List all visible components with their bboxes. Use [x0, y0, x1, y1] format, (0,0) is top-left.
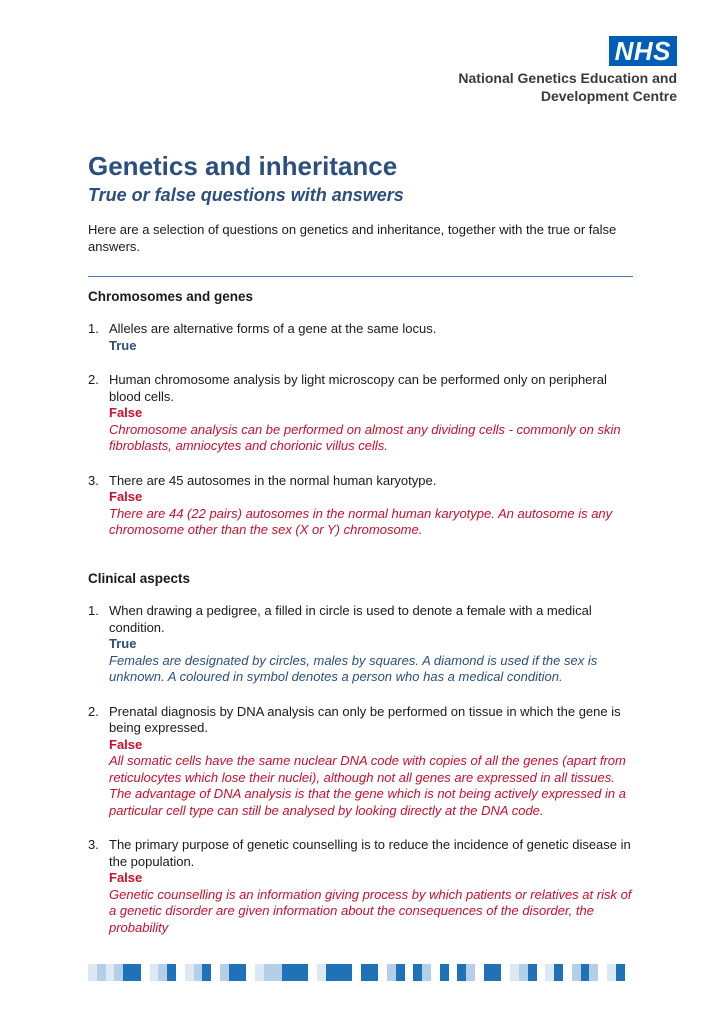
footer-pattern-block	[167, 964, 176, 981]
footer-pattern-block	[150, 964, 159, 981]
footer-pattern-block	[581, 964, 590, 981]
question-list-clinical	[88, 603, 636, 936]
page-title: Genetics and inheritance	[88, 151, 398, 181]
footer-pattern-block	[625, 964, 634, 981]
footer-pattern-block	[211, 964, 220, 981]
question-item	[88, 704, 636, 820]
answer-label: True	[109, 636, 137, 651]
footer-pattern-block	[308, 964, 317, 981]
footer-pattern-block	[220, 964, 229, 981]
footer-pattern-block	[563, 964, 572, 981]
answer-explanation: Genetic counselling is an information giving process by which patients or relatives at risk of a genetic disorder are given information about the consequences of the disorder, the probability	[109, 886, 632, 935]
answer-label: False	[109, 870, 143, 885]
footer-pattern-block	[97, 964, 106, 981]
footer-pattern-block	[457, 964, 466, 981]
footer-pattern-block	[537, 964, 546, 981]
answer-label: False	[109, 736, 143, 752]
org-name-line2: Development Centre	[540, 88, 677, 104]
footer-pattern-block	[123, 964, 132, 981]
question-number: 3.	[88, 837, 99, 852]
footer-pattern-block	[493, 964, 502, 981]
footer-pattern-block	[273, 964, 282, 981]
footer-pattern-block	[132, 964, 141, 981]
footer-pattern-block	[449, 964, 458, 981]
footer-pattern-block	[299, 964, 308, 981]
question-list-chromosomes	[88, 321, 636, 539]
footer-pattern-block	[334, 964, 343, 981]
footer-pattern-block	[554, 964, 563, 981]
question-item	[88, 321, 636, 354]
nhs-mark: NHS	[609, 36, 677, 66]
footer-pattern-block	[475, 964, 484, 981]
question-number: 2.	[88, 372, 99, 387]
footer-pattern-block	[501, 964, 510, 981]
footer-pattern-block	[528, 964, 537, 981]
footer-pattern-block	[361, 964, 370, 981]
nhs-logo	[458, 36, 677, 105]
divider	[88, 276, 633, 277]
footer-pattern-block	[598, 964, 607, 981]
footer-pattern-block	[88, 964, 97, 981]
section-heading-clinical: Clinical aspects	[88, 571, 191, 586]
footer-pattern-block	[440, 964, 449, 981]
question-number: 2.	[88, 703, 99, 719]
footer-pattern-block	[545, 964, 554, 981]
answer-label: False	[109, 405, 143, 420]
section-heading-chromosomes: Chromosomes and genes	[88, 289, 254, 304]
footer-pattern-block	[202, 964, 211, 981]
footer-pattern-block	[246, 964, 255, 981]
footer-pattern-block	[194, 964, 203, 981]
footer-pattern-block	[185, 964, 194, 981]
footer-pattern-bar	[88, 964, 633, 981]
footer-pattern-block	[255, 964, 264, 981]
answer-label: True	[109, 337, 137, 353]
question-text: Human chromosome analysis by light microscopy can be performed only on peripheral blood cells.	[109, 372, 607, 404]
footer-pattern-block	[484, 964, 493, 981]
footer-pattern-block	[378, 964, 387, 981]
intro-paragraph: Here are a selection of questions on genetics and inheritance, together with the true or false answers.	[88, 222, 617, 254]
footer-pattern-block	[413, 964, 422, 981]
footer-pattern-block	[466, 964, 475, 981]
page-subtitle: True or false questions with answers	[88, 185, 404, 205]
footer-pattern-block	[589, 964, 598, 981]
answer-explanation: All somatic cells have the same nuclear DNA code with copies of all the genes (apart from reticulocytes which lose their nuclei), although not all genes are expressed in all tissues. The advantage of DNA analysis is that the gene which is not being actively expressed in a particular cell type can still be analysed by looking directly at the DNA code.	[109, 753, 626, 818]
footer-pattern-block	[317, 964, 326, 981]
footer-pattern-block	[229, 964, 238, 981]
question-number: 1.	[88, 603, 99, 618]
question-item	[88, 372, 636, 455]
footer-pattern-block	[370, 964, 379, 981]
footer-pattern-block	[158, 964, 167, 981]
question-item	[88, 837, 636, 936]
footer-pattern-block	[141, 964, 150, 981]
answer-explanation: Females are designated by circles, males by squares. A diamond is used if the sex is unknown. A coloured in symbol denotes a person who has a medical condition.	[109, 652, 598, 684]
footer-pattern-block	[616, 964, 625, 981]
footer-pattern-block	[282, 964, 291, 981]
footer-pattern-block	[431, 964, 440, 981]
question-item	[88, 603, 636, 686]
footer-pattern-block	[106, 964, 115, 981]
answer-explanation: Chromosome analysis can be performed on almost any dividing cells - commonly on skin fibroblasts, amniocytes and chorionic villus cells.	[109, 421, 621, 453]
footer-pattern-block	[510, 964, 519, 981]
footer-pattern-block	[238, 964, 247, 981]
question-text: The primary purpose of genetic counselling is to reduce the incidence of genetic disease in the population.	[109, 837, 631, 869]
footer-pattern-block	[114, 964, 123, 981]
answer-explanation: There are 44 (22 pairs) autosomes in the normal human karyotype. An autosome is any chromosome other than the sex (X or Y) chromosome.	[109, 505, 613, 537]
question-text: When drawing a pedigree, a filled in circle is used to denote a female with a medical condition.	[109, 603, 592, 635]
question-number: 3.	[88, 472, 99, 488]
question-text: Prenatal diagnosis by DNA analysis can only be performed on tissue in which the gene is being expressed.	[109, 703, 621, 735]
answer-label: False	[109, 489, 143, 504]
question-number: 1.	[88, 321, 99, 336]
footer-pattern-block	[352, 964, 361, 981]
question-item	[88, 473, 636, 539]
question-text: Alleles are alternative forms of a gene at the same locus.	[109, 321, 437, 336]
footer-pattern-block	[572, 964, 581, 981]
footer-pattern-block	[290, 964, 299, 981]
footer-pattern-block	[422, 964, 431, 981]
footer-pattern-block	[176, 964, 185, 981]
question-text: There are 45 autosomes in the normal human karyotype.	[109, 472, 437, 488]
footer-pattern-block	[607, 964, 616, 981]
footer-pattern-block	[326, 964, 335, 981]
footer-pattern-block	[396, 964, 405, 981]
footer-pattern-block	[519, 964, 528, 981]
org-name-line1: National Genetics Education and	[458, 70, 677, 86]
footer-pattern-block	[343, 964, 352, 981]
footer-pattern-block	[264, 964, 273, 981]
footer-pattern-block	[405, 964, 414, 981]
footer-pattern-block	[387, 964, 396, 981]
